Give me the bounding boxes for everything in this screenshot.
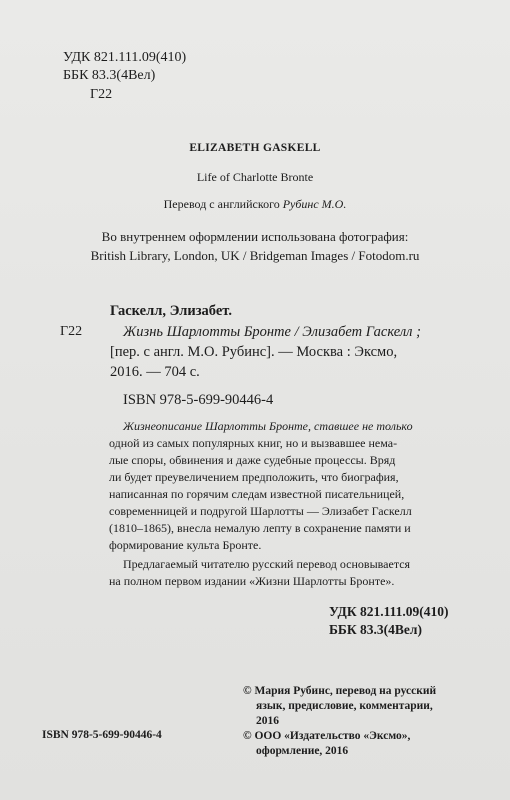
photo-credit-source: British Library, London, UK / Bridgeman Images / Fotodom.ru <box>90 248 420 263</box>
catalog-line-1: Жизнь Шарлотты Бронте / Элизабет Гаскелл ; <box>123 324 421 340</box>
catalog-line-3: 2016. — 704 с. <box>110 364 200 380</box>
annotation-line: Предлагаемый читателю русский перевод основывается <box>123 557 411 571</box>
translation-prefix: Перевод с английского <box>163 197 280 211</box>
catalog-isbn: ISBN 978-5-699-90446-4 <box>123 392 274 408</box>
catalog-heading: Гаскелл, Элизабет. <box>110 303 232 319</box>
annotation-line: написанная по горячим следам известной писательницей, <box>109 487 405 501</box>
photo-credit-label: Во внутреннем оформлении использована фотография: <box>101 229 409 244</box>
top-bbk: ББК 83.3(4Вел) <box>63 68 156 83</box>
annotation-line: лые споры, обвинения и даже судебные процессы. Вряд <box>109 453 396 467</box>
copyright-publisher-1: © ООО «Издательство «Эксмо», <box>243 730 411 742</box>
top-code: Г22 <box>90 87 113 102</box>
translator-name: Рубинс М.О. <box>282 197 347 211</box>
annotation-line: современницей и подругой Шарлотты — Элизабет Гаскелл <box>109 504 412 518</box>
copyright-translator-1: © Мария Рубинс, перевод на русский <box>243 685 437 697</box>
translation-line <box>0 197 510 212</box>
annotation-line: (1810–1865), внесла немалую лепту в сохранение памяти и <box>109 521 411 535</box>
annotation-line: одной из самых популярных книг, но и вызвавшее нема- <box>109 436 398 450</box>
original-title: Life of Charlotte Bronte <box>196 170 314 184</box>
annotation-line: формирование культа Бронте. <box>109 538 262 552</box>
catalog-code: Г22 <box>60 324 83 339</box>
author-name: ELIZABETH GASKELL <box>189 142 321 154</box>
annotation-line: на полном первом издании «Жизни Шарлотты Бронте». <box>109 574 395 588</box>
annotation-line: Жизнеописание Шарлотты Бронте, ставшее не только <box>123 419 413 433</box>
annotation <box>109 418 413 590</box>
copyright-translator-2: язык, предисловие, комментарии, <box>256 700 433 712</box>
bottom-isbn: ISBN 978-5-699-90446-4 <box>42 729 162 741</box>
copyright-publisher-2: оформление, 2016 <box>256 745 349 757</box>
annotation-line: ли будет преувеличением предположить, что биография, <box>109 470 399 484</box>
copyright-year-1: 2016 <box>256 715 279 727</box>
bottom-bbk: ББК 83.3(4Вел) <box>329 622 422 637</box>
top-udk: УДК 821.111.09(410) <box>63 50 187 65</box>
catalog-line-2: [пер. с англ. М.О. Рубинс]. — Москва : Эксмо, <box>110 344 398 360</box>
bottom-udk: УДК 821.111.09(410) <box>329 604 449 619</box>
